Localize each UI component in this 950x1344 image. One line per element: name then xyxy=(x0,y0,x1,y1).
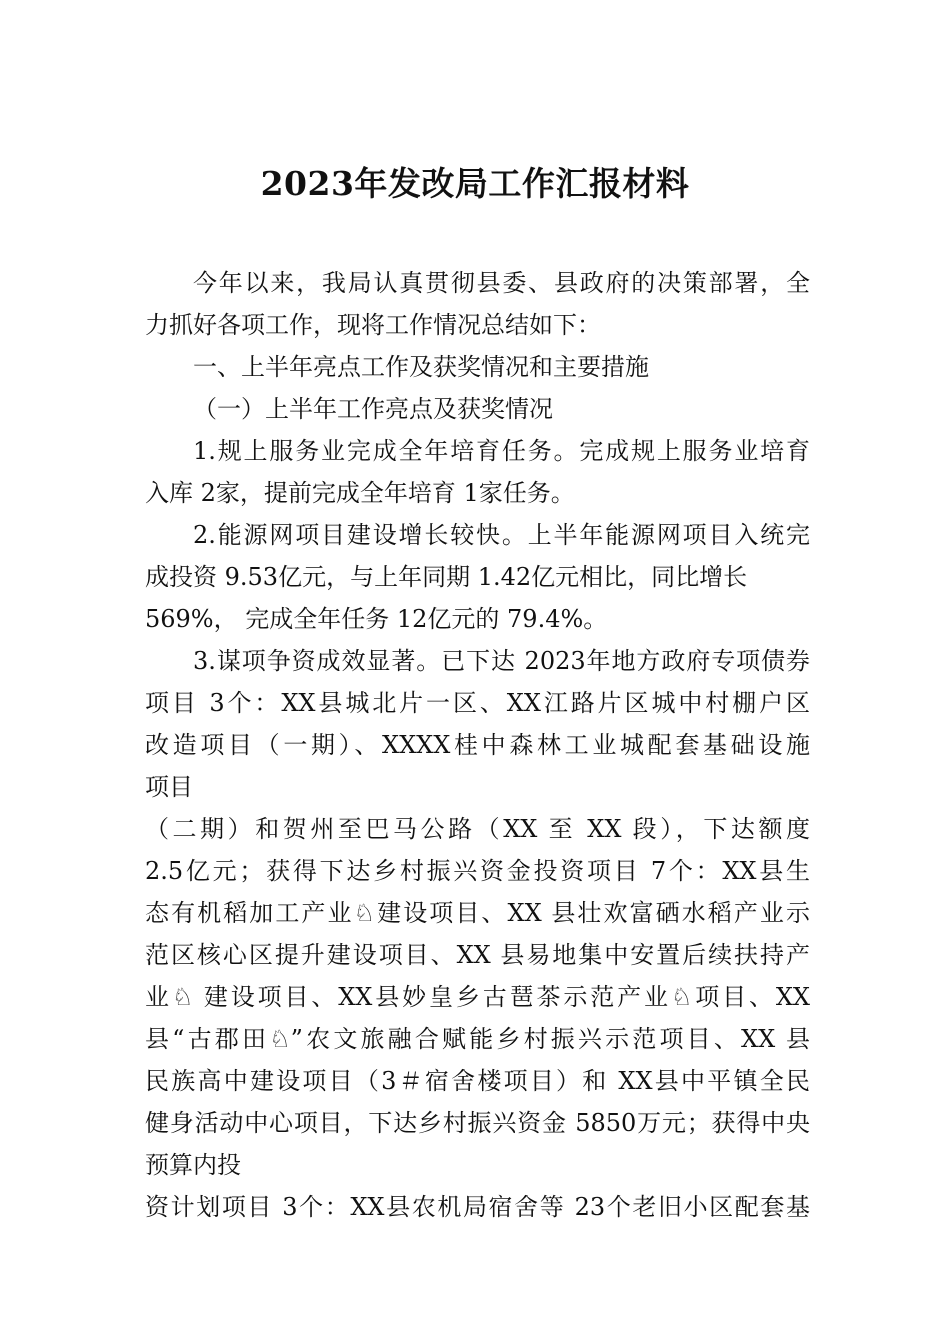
paragraph-line: 3.谋项争资成效显著。已下达 2023年地方政府专项债券 xyxy=(193,647,810,675)
paragraph-line: 预算内投 xyxy=(145,1151,241,1179)
paragraph-line: 1.规上服务业完成全年培育任务。完成规上服务业培育 xyxy=(193,437,810,465)
paragraph-line: 项目 3个：XX县城北片一区、XX江路片区城中村棚户区 xyxy=(145,689,810,717)
paragraph-line: 今年以来，我局认真贯彻县委、县政府的决策部署，全 xyxy=(193,269,810,297)
paragraph-line: 入库 2家，提前完成全年培育 1家任务。 xyxy=(145,479,575,507)
paragraph-line: 2.能源网项目建设增长较快。上半年能源网项目入统完 xyxy=(193,521,810,549)
paragraph-line: 态有机稻加工产业♘建设项目、XX 县壮欢富硒水稻产业示 xyxy=(145,899,810,927)
paragraph-line: 民族高中建设项目（3＃宿舍楼项目）和 XX县中平镇全民 xyxy=(145,1067,810,1095)
paragraph-line: 业♘ 建设项目、XX县妙皇乡古琶茶示范产业♘项目、XX xyxy=(145,983,810,1011)
paragraph-line: 资计划项目 3个：XX县农机局宿舍等 23个老旧小区配套基 xyxy=(145,1193,810,1221)
paragraph-line: 2.5亿元；获得下达乡村振兴资金投资项目 7个：XX县生 xyxy=(145,857,810,885)
paragraph-line: 项目 xyxy=(145,773,193,801)
paragraph-line: 力抓好各项工作，现将工作情况总结如下： xyxy=(145,311,601,339)
paragraph-line: （一）上半年工作亮点及获奖情况 xyxy=(193,395,553,423)
paragraph-line: 成投资 9.53亿元，与上年同期 1.42亿元相比，同比增长 xyxy=(145,563,748,591)
paragraph-line: （二期）和贺州至巴马公路（XX 至 XX 段），下达额度 xyxy=(145,815,810,843)
document-title: 2023年发改局工作汇报材料 xyxy=(260,164,690,203)
paragraph-line: 县“古郡田♘”农文旅融合赋能乡村振兴示范项目、XX 县 xyxy=(145,1025,810,1053)
paragraph-line: 一、上半年亮点工作及获奖情况和主要措施 xyxy=(193,353,649,381)
paragraph-line: 569%， 完成全年任务 12亿元的 79.4%。 xyxy=(145,605,608,633)
paragraph-line: 健身活动中心项目，下达乡村振兴资金 5850万元；获得中央 xyxy=(145,1109,810,1137)
paragraph-line: 范区核心区提升建设项目、XX 县易地集中安置后续扶持产 xyxy=(145,941,810,969)
document-body xyxy=(145,262,810,1228)
paragraph-line: 改造项目（一期）、XXXX桂中森林工业城配套基础设施 xyxy=(145,731,810,759)
